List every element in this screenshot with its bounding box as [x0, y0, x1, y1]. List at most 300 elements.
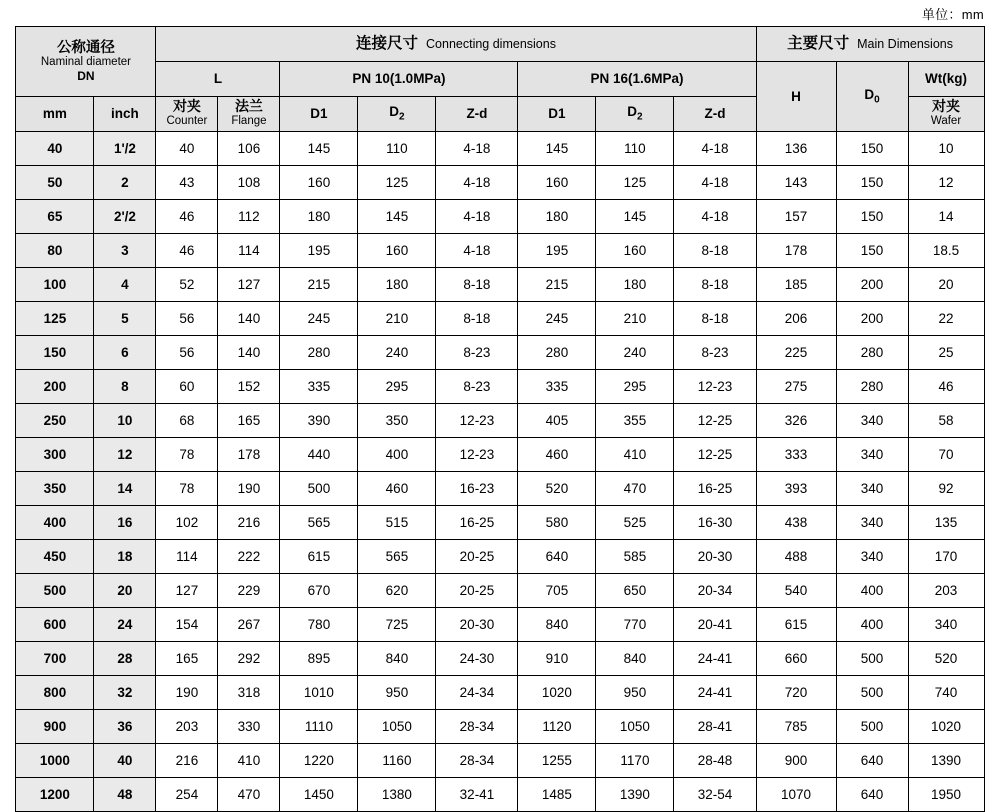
- cell-pn10-d1: 670: [280, 574, 358, 608]
- cell-pn10-d2: 950: [358, 676, 436, 710]
- cell-dn-mm: 700: [16, 642, 94, 676]
- cell-l-flange: 108: [218, 166, 280, 200]
- cell-pn10-d1: 280: [280, 336, 358, 370]
- cell-weight: 1950: [908, 778, 984, 812]
- cell-weight: 92: [908, 472, 984, 506]
- cell-d0: 640: [836, 778, 908, 812]
- cell-l-counter: 60: [156, 370, 218, 404]
- cell-weight: 14: [908, 200, 984, 234]
- cell-dn-mm: 800: [16, 676, 94, 710]
- cell-h: 393: [756, 472, 836, 506]
- cell-dn-mm: 150: [16, 336, 94, 370]
- cell-pn10-zd: 28-34: [436, 744, 518, 778]
- cell-d0: 280: [836, 370, 908, 404]
- header-connecting-dimensions: [156, 27, 756, 62]
- table-row: [16, 132, 984, 166]
- cell-dn-mm: 200: [16, 370, 94, 404]
- cell-pn16-d1: 1020: [518, 676, 596, 710]
- cell-weight: 22: [908, 302, 984, 336]
- cell-pn16-d1: 335: [518, 370, 596, 404]
- cell-dn-mm: 65: [16, 200, 94, 234]
- header-pn16-d2: [596, 97, 674, 132]
- cell-pn16-zd: 24-41: [674, 642, 756, 676]
- header-wafer-cn: 对夹: [932, 99, 961, 116]
- header-counter-cn: 对夹: [172, 99, 201, 116]
- cell-pn16-d1: 1485: [518, 778, 596, 812]
- cell-pn16-d2: 1050: [596, 710, 674, 744]
- header-unit-inch: inch: [94, 97, 156, 132]
- cell-pn10-zd: 8-18: [436, 268, 518, 302]
- cell-pn10-zd: 4-18: [436, 234, 518, 268]
- cell-pn10-d1: 245: [280, 302, 358, 336]
- cell-weight: 46: [908, 370, 984, 404]
- cell-pn16-zd: 8-18: [674, 234, 756, 268]
- cell-l-flange: 292: [218, 642, 280, 676]
- cell-h: 178: [756, 234, 836, 268]
- cell-pn10-zd: 8-23: [436, 370, 518, 404]
- table-row: [16, 166, 984, 200]
- cell-pn16-d2: 180: [596, 268, 674, 302]
- cell-l-flange: 140: [218, 302, 280, 336]
- cell-d0: 200: [836, 268, 908, 302]
- cell-d0: 340: [836, 472, 908, 506]
- header-h: H: [756, 62, 836, 132]
- cell-pn16-d2: 240: [596, 336, 674, 370]
- cell-pn16-zd: 16-30: [674, 506, 756, 540]
- cell-pn10-zd: 24-34: [436, 676, 518, 710]
- cell-h: 488: [756, 540, 836, 574]
- cell-pn10-zd: 20-25: [436, 574, 518, 608]
- cell-pn10-zd: 8-23: [436, 336, 518, 370]
- cell-pn16-zd: 4-18: [674, 166, 756, 200]
- table-row: [16, 438, 984, 472]
- cell-pn10-d1: 145: [280, 132, 358, 166]
- cell-pn10-zd: 24-30: [436, 642, 518, 676]
- header-d0: [836, 62, 908, 132]
- cell-d0: 340: [836, 404, 908, 438]
- cell-dn-inch: 5: [94, 302, 156, 336]
- cell-h: 185: [756, 268, 836, 302]
- table-row: [16, 336, 984, 370]
- cell-pn10-zd: 28-34: [436, 710, 518, 744]
- table-row: [16, 370, 984, 404]
- cell-weight: 170: [908, 540, 984, 574]
- cell-l-flange: 152: [218, 370, 280, 404]
- cell-l-flange: 190: [218, 472, 280, 506]
- cell-pn10-d2: 1050: [358, 710, 436, 744]
- header-counter-en: Counter: [166, 115, 208, 128]
- cell-pn16-zd: 4-18: [674, 132, 756, 166]
- cell-l-flange: 410: [218, 744, 280, 778]
- cell-dn-mm: 50: [16, 166, 94, 200]
- cell-pn16-d1: 180: [518, 200, 596, 234]
- header-row-subgroups: [16, 62, 984, 97]
- header-pn10-zd: Z-d: [436, 97, 518, 132]
- cell-pn16-d1: 405: [518, 404, 596, 438]
- cell-l-flange: 140: [218, 336, 280, 370]
- table-row: [16, 574, 984, 608]
- cell-h: 720: [756, 676, 836, 710]
- cell-l-flange: 127: [218, 268, 280, 302]
- cell-pn10-d1: 895: [280, 642, 358, 676]
- cell-l-counter: 68: [156, 404, 218, 438]
- header-connecting-cn: 连接尺寸: [356, 34, 419, 53]
- cell-pn16-zd: 12-25: [674, 404, 756, 438]
- table-row: [16, 778, 984, 812]
- cell-pn10-d1: 1110: [280, 710, 358, 744]
- cell-pn16-d1: 1255: [518, 744, 596, 778]
- cell-weight: 10: [908, 132, 984, 166]
- cell-dn-inch: 1'/2: [94, 132, 156, 166]
- cell-pn10-d2: 350: [358, 404, 436, 438]
- cell-l-counter: 78: [156, 472, 218, 506]
- cell-pn16-zd: 28-41: [674, 710, 756, 744]
- cell-dn-mm: 250: [16, 404, 94, 438]
- cell-pn16-zd: 8-23: [674, 336, 756, 370]
- header-flange: [218, 97, 280, 132]
- cell-l-flange: 222: [218, 540, 280, 574]
- cell-pn16-d1: 910: [518, 642, 596, 676]
- table-body: [16, 132, 984, 812]
- header-pn16-zd: Z-d: [674, 97, 756, 132]
- cell-dn-inch: 28: [94, 642, 156, 676]
- table-row: [16, 506, 984, 540]
- cell-pn16-d2: 770: [596, 608, 674, 642]
- cell-pn10-zd: 8-18: [436, 302, 518, 336]
- cell-dn-mm: 100: [16, 268, 94, 302]
- header-pn10-d2-subscript: 2: [399, 112, 405, 124]
- cell-weight: 70: [908, 438, 984, 472]
- cell-pn16-d1: 1120: [518, 710, 596, 744]
- cell-pn16-d2: 585: [596, 540, 674, 574]
- cell-pn10-zd: 20-30: [436, 608, 518, 642]
- cell-pn10-zd: 32-41: [436, 778, 518, 812]
- cell-pn10-d2: 110: [358, 132, 436, 166]
- cell-weight: 12: [908, 166, 984, 200]
- cell-pn16-d1: 195: [518, 234, 596, 268]
- cell-pn16-zd: 8-18: [674, 268, 756, 302]
- cell-h: 206: [756, 302, 836, 336]
- cell-dn-inch: 24: [94, 608, 156, 642]
- table-row: [16, 710, 984, 744]
- cell-l-flange: 106: [218, 132, 280, 166]
- cell-l-counter: 114: [156, 540, 218, 574]
- cell-l-flange: 216: [218, 506, 280, 540]
- cell-pn10-d2: 1160: [358, 744, 436, 778]
- cell-pn16-d2: 650: [596, 574, 674, 608]
- cell-dn-mm: 300: [16, 438, 94, 472]
- cell-l-counter: 190: [156, 676, 218, 710]
- cell-l-flange: 267: [218, 608, 280, 642]
- cell-h: 275: [756, 370, 836, 404]
- cell-pn10-zd: 4-18: [436, 200, 518, 234]
- cell-dn-mm: 125: [16, 302, 94, 336]
- cell-pn16-zd: 12-25: [674, 438, 756, 472]
- header-counter: [156, 97, 218, 132]
- cell-h: 785: [756, 710, 836, 744]
- cell-pn16-d1: 580: [518, 506, 596, 540]
- cell-pn16-d2: 355: [596, 404, 674, 438]
- cell-pn16-d1: 280: [518, 336, 596, 370]
- dimensions-table: [15, 26, 984, 812]
- cell-pn16-d2: 470: [596, 472, 674, 506]
- cell-dn-inch: 4: [94, 268, 156, 302]
- cell-pn10-d2: 400: [358, 438, 436, 472]
- table-row: [16, 608, 984, 642]
- cell-pn16-zd: 8-18: [674, 302, 756, 336]
- cell-pn10-d2: 515: [358, 506, 436, 540]
- cell-dn-inch: 16: [94, 506, 156, 540]
- cell-pn16-d1: 640: [518, 540, 596, 574]
- cell-pn16-zd: 20-34: [674, 574, 756, 608]
- cell-l-counter: 154: [156, 608, 218, 642]
- cell-weight: 20: [908, 268, 984, 302]
- cell-pn16-d1: 520: [518, 472, 596, 506]
- cell-pn10-d2: 840: [358, 642, 436, 676]
- table-row: [16, 744, 984, 778]
- cell-dn-mm: 40: [16, 132, 94, 166]
- header-pn16-d2-letter: D: [627, 104, 638, 120]
- cell-l-flange: 165: [218, 404, 280, 438]
- table-row: [16, 200, 984, 234]
- cell-pn10-d1: 1450: [280, 778, 358, 812]
- cell-pn16-d2: 125: [596, 166, 674, 200]
- cell-pn10-zd: 4-18: [436, 132, 518, 166]
- cell-pn10-d2: 725: [358, 608, 436, 642]
- cell-l-counter: 203: [156, 710, 218, 744]
- cell-pn10-d2: 240: [358, 336, 436, 370]
- cell-d0: 150: [836, 132, 908, 166]
- header-main-cn: 主要尺寸: [787, 34, 850, 53]
- cell-pn10-zd: 4-18: [436, 166, 518, 200]
- header-wafer-en: Wafer: [930, 115, 962, 128]
- cell-pn10-d2: 295: [358, 370, 436, 404]
- cell-pn10-d2: 145: [358, 200, 436, 234]
- header-flange-en: Flange: [231, 115, 267, 128]
- header-nominal-diameter-abbr: DN: [77, 68, 95, 83]
- header-pn16-d1: D1: [518, 97, 596, 132]
- table-row: [16, 302, 984, 336]
- cell-h: 326: [756, 404, 836, 438]
- header-connecting-en: Connecting dimensions: [426, 37, 556, 52]
- table-row: [16, 540, 984, 574]
- cell-pn16-d1: 705: [518, 574, 596, 608]
- cell-h: 660: [756, 642, 836, 676]
- cell-l-flange: 112: [218, 200, 280, 234]
- cell-l-counter: 127: [156, 574, 218, 608]
- header-pn10-d2: [358, 97, 436, 132]
- cell-dn-inch: 18: [94, 540, 156, 574]
- header-weight: Wt(kg): [908, 62, 984, 97]
- cell-dn-inch: 6: [94, 336, 156, 370]
- table-row: [16, 676, 984, 710]
- cell-l-flange: 114: [218, 234, 280, 268]
- cell-pn16-d2: 840: [596, 642, 674, 676]
- cell-pn10-d1: 1220: [280, 744, 358, 778]
- header-pn10-d1: D1: [280, 97, 358, 132]
- header-d0-letter: D: [864, 86, 875, 102]
- cell-pn10-zd: 16-23: [436, 472, 518, 506]
- cell-weight: 520: [908, 642, 984, 676]
- cell-l-counter: 254: [156, 778, 218, 812]
- cell-dn-mm: 350: [16, 472, 94, 506]
- cell-h: 333: [756, 438, 836, 472]
- cell-pn10-d2: 210: [358, 302, 436, 336]
- cell-pn16-zd: 20-30: [674, 540, 756, 574]
- cell-l-counter: 56: [156, 336, 218, 370]
- cell-l-flange: 330: [218, 710, 280, 744]
- cell-d0: 150: [836, 166, 908, 200]
- cell-pn10-d1: 565: [280, 506, 358, 540]
- cell-d0: 150: [836, 234, 908, 268]
- cell-pn16-zd: 12-23: [674, 370, 756, 404]
- cell-dn-inch: 48: [94, 778, 156, 812]
- cell-weight: 1020: [908, 710, 984, 744]
- cell-pn16-d1: 215: [518, 268, 596, 302]
- cell-h: 225: [756, 336, 836, 370]
- header-pn10-d2-letter: D: [389, 104, 400, 120]
- cell-pn10-d2: 180: [358, 268, 436, 302]
- header-row-groups: [16, 27, 984, 62]
- cell-d0: 340: [836, 438, 908, 472]
- cell-d0: 280: [836, 336, 908, 370]
- cell-l-counter: 165: [156, 642, 218, 676]
- cell-l-flange: 229: [218, 574, 280, 608]
- cell-dn-inch: 3: [94, 234, 156, 268]
- cell-d0: 640: [836, 744, 908, 778]
- cell-pn10-d2: 460: [358, 472, 436, 506]
- table-row: [16, 268, 984, 302]
- cell-pn16-d1: 245: [518, 302, 596, 336]
- header-pn16-d2-subscript: 2: [637, 112, 643, 124]
- cell-weight: 58: [908, 404, 984, 438]
- table-row: [16, 234, 984, 268]
- header-wafer: [908, 97, 984, 132]
- cell-dn-mm: 500: [16, 574, 94, 608]
- cell-dn-mm: 600: [16, 608, 94, 642]
- cell-weight: 18.5: [908, 234, 984, 268]
- cell-pn16-d1: 840: [518, 608, 596, 642]
- cell-l-flange: 470: [218, 778, 280, 812]
- header-pn10: PN 10(1.0MPa): [280, 62, 518, 97]
- table-row: [16, 472, 984, 506]
- cell-h: 900: [756, 744, 836, 778]
- cell-h: 615: [756, 608, 836, 642]
- cell-dn-inch: 14: [94, 472, 156, 506]
- cell-pn16-zd: 20-41: [674, 608, 756, 642]
- cell-pn10-d2: 1380: [358, 778, 436, 812]
- cell-dn-inch: 20: [94, 574, 156, 608]
- cell-dn-mm: 450: [16, 540, 94, 574]
- cell-pn10-d1: 440: [280, 438, 358, 472]
- unit-note: 单位：mm: [921, 7, 984, 22]
- cell-h: 136: [756, 132, 836, 166]
- cell-weight: 740: [908, 676, 984, 710]
- cell-pn16-zd: 28-48: [674, 744, 756, 778]
- cell-pn10-d1: 215: [280, 268, 358, 302]
- cell-dn-mm: 400: [16, 506, 94, 540]
- cell-pn16-d2: 110: [596, 132, 674, 166]
- cell-h: 157: [756, 200, 836, 234]
- header-l: L: [156, 62, 280, 97]
- cell-pn16-d2: 410: [596, 438, 674, 472]
- cell-d0: 500: [836, 676, 908, 710]
- cell-d0: 400: [836, 574, 908, 608]
- cell-weight: 135: [908, 506, 984, 540]
- cell-pn10-d2: 125: [358, 166, 436, 200]
- cell-weight: 25: [908, 336, 984, 370]
- cell-l-counter: 78: [156, 438, 218, 472]
- cell-d0: 500: [836, 710, 908, 744]
- cell-pn16-d2: 1170: [596, 744, 674, 778]
- cell-pn16-zd: 16-25: [674, 472, 756, 506]
- cell-dn-inch: 8: [94, 370, 156, 404]
- cell-dn-inch: 10: [94, 404, 156, 438]
- cell-pn16-d2: 950: [596, 676, 674, 710]
- cell-pn10-d1: 195: [280, 234, 358, 268]
- cell-d0: 500: [836, 642, 908, 676]
- cell-l-counter: 43: [156, 166, 218, 200]
- header-nominal-diameter-en: Naminal diameter: [40, 56, 131, 69]
- cell-l-counter: 52: [156, 268, 218, 302]
- cell-l-counter: 56: [156, 302, 218, 336]
- cell-weight: 340: [908, 608, 984, 642]
- cell-pn10-d1: 390: [280, 404, 358, 438]
- cell-pn10-zd: 20-25: [436, 540, 518, 574]
- cell-d0: 400: [836, 608, 908, 642]
- cell-dn-inch: 36: [94, 710, 156, 744]
- header-pn16: PN 16(1.6MPa): [518, 62, 756, 97]
- cell-pn10-d1: 180: [280, 200, 358, 234]
- cell-pn16-d1: 145: [518, 132, 596, 166]
- cell-d0: 340: [836, 506, 908, 540]
- cell-pn16-d2: 1390: [596, 778, 674, 812]
- cell-pn16-d2: 160: [596, 234, 674, 268]
- cell-pn16-zd: 32-54: [674, 778, 756, 812]
- cell-pn16-d1: 160: [518, 166, 596, 200]
- cell-pn10-d2: 160: [358, 234, 436, 268]
- cell-pn10-d2: 620: [358, 574, 436, 608]
- cell-dn-inch: 2: [94, 166, 156, 200]
- cell-pn10-zd: 16-25: [436, 506, 518, 540]
- cell-dn-inch: 12: [94, 438, 156, 472]
- cell-dn-inch: 32: [94, 676, 156, 710]
- cell-dn-inch: 2'/2: [94, 200, 156, 234]
- cell-pn10-d2: 565: [358, 540, 436, 574]
- header-flange-cn: 法兰: [234, 99, 263, 116]
- cell-dn-mm: 900: [16, 710, 94, 744]
- cell-d0: 150: [836, 200, 908, 234]
- cell-pn16-d2: 210: [596, 302, 674, 336]
- cell-pn16-d1: 460: [518, 438, 596, 472]
- cell-l-flange: 178: [218, 438, 280, 472]
- table-row: [16, 642, 984, 676]
- cell-h: 143: [756, 166, 836, 200]
- cell-pn16-zd: 24-41: [674, 676, 756, 710]
- cell-pn10-d1: 160: [280, 166, 358, 200]
- cell-l-counter: 46: [156, 200, 218, 234]
- header-nominal-diameter: [16, 27, 156, 97]
- table-header: [16, 27, 984, 132]
- cell-dn-inch: 40: [94, 744, 156, 778]
- cell-l-counter: 216: [156, 744, 218, 778]
- cell-pn10-d1: 500: [280, 472, 358, 506]
- cell-weight: 203: [908, 574, 984, 608]
- header-d0-subscript: 0: [874, 94, 880, 106]
- cell-dn-mm: 1200: [16, 778, 94, 812]
- cell-l-flange: 318: [218, 676, 280, 710]
- cell-pn10-d1: 335: [280, 370, 358, 404]
